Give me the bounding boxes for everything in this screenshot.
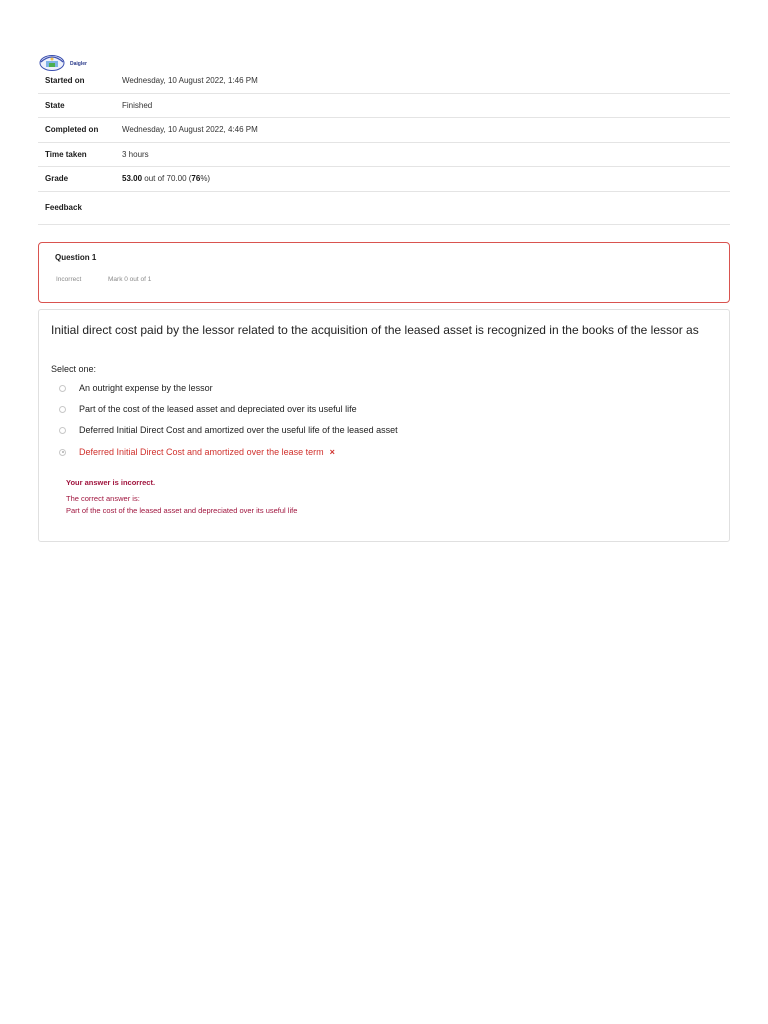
question-info-box xyxy=(38,242,730,303)
grade-out-of: out of 70.00 ( xyxy=(142,174,192,184)
summary-value: Finished xyxy=(122,100,153,110)
question-text: Initial direct cost paid by the lessor related to the acquisition of the leased asset is recognized in the books of the lessor as xyxy=(51,323,699,337)
radio-button-checked[interactable] xyxy=(59,449,66,456)
answer-option-label: Deferred Initial Direct Cost and amortized over the lease term xyxy=(79,447,324,457)
correct-answer-text: Part of the cost of the leased asset and depreciated over its useful life xyxy=(66,506,298,515)
summary-row-completed xyxy=(38,118,730,143)
question-content xyxy=(38,309,730,542)
answer-option[interactable] xyxy=(59,425,398,435)
grade-percent: 76 xyxy=(191,174,201,184)
grade-suffix: %) xyxy=(200,174,211,184)
incorrect-x-icon: × xyxy=(329,447,335,457)
grade-score: 53.00 xyxy=(122,174,143,184)
feedback-title: Your answer is incorrect. xyxy=(66,478,156,487)
question-mark: Mark 0 out of 1 xyxy=(108,276,152,283)
summary-label: Completed on xyxy=(45,125,99,135)
summary-label: Feedback xyxy=(45,203,82,212)
summary-label: State xyxy=(45,100,65,110)
question-state: Incorrect xyxy=(56,276,82,283)
summary-row-started xyxy=(38,69,730,94)
summary-label: Started on xyxy=(45,76,85,86)
radio-button[interactable] xyxy=(59,427,66,434)
summary-row-feedback xyxy=(38,192,730,225)
summary-row-time-taken xyxy=(38,143,730,168)
answer-option[interactable] xyxy=(59,404,357,414)
summary-label: Time taken xyxy=(45,149,87,159)
summary-value: Wednesday, 10 August 2022, 4:46 PM xyxy=(122,125,258,135)
summary-row-grade xyxy=(38,167,730,192)
brand-name: Daigler xyxy=(70,61,87,67)
summary-value: 3 hours xyxy=(122,149,149,159)
summary-value: Wednesday, 10 August 2022, 1:46 PM xyxy=(122,76,258,86)
summary-label: Grade xyxy=(45,174,69,184)
answer-option-label: Deferred Initial Direct Cost and amortized over the useful life of the leased asset xyxy=(79,425,398,435)
answer-option-selected[interactable] xyxy=(59,447,335,457)
answer-option-label: An outright expense by the lessor xyxy=(79,383,213,393)
answer-option-label: Part of the cost of the leased asset and depreciated over its useful life xyxy=(79,404,357,414)
correct-answer-intro: The correct answer is: xyxy=(66,493,140,503)
answer-option[interactable] xyxy=(59,383,213,393)
radio-button[interactable] xyxy=(59,406,66,413)
grade-value xyxy=(122,174,210,183)
attempt-summary-table xyxy=(38,69,730,225)
question-number: Question 1 xyxy=(55,253,97,262)
radio-button[interactable] xyxy=(59,385,66,392)
summary-row-state xyxy=(38,94,730,119)
select-one-prompt: Select one: xyxy=(51,364,97,374)
answer-feedback xyxy=(66,477,297,518)
